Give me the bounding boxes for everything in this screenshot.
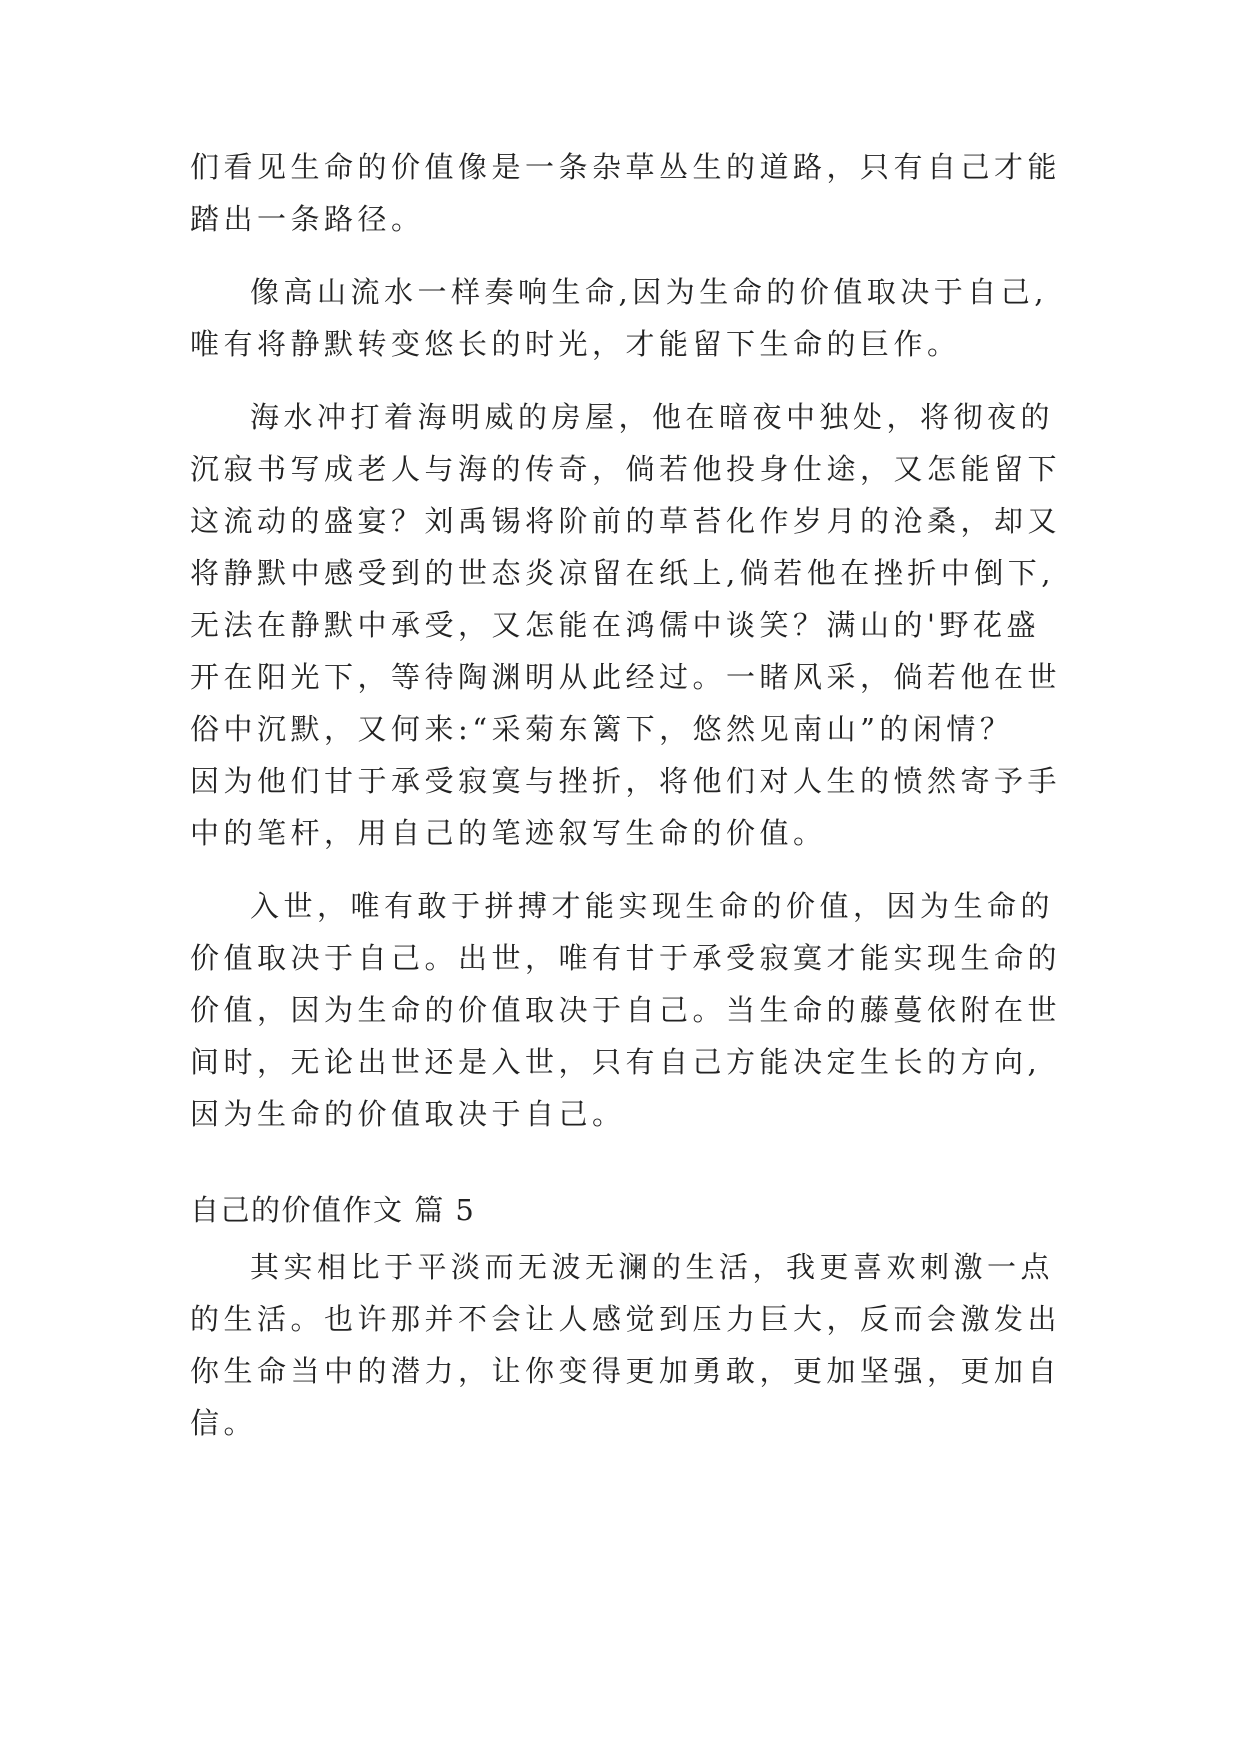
paragraph-line: 其实相比于平淡而无波无澜的生活，我更喜欢刺激一点 (250, 1250, 1055, 1284)
paragraph-line: 海水冲打着海明威的房屋，他在暗夜中独处，将彻夜的 (250, 400, 1055, 434)
paragraph-line: 价值，因为生命的价值取决于自己。当生命的藤蔓依附在世 (190, 993, 1062, 1027)
paragraph-line: 无法在静默中承受，又怎能在鸿儒中谈笑？满山的'野花盛 (190, 608, 1040, 642)
paragraph-line: 这流动的盛宴？刘禹锡将阶前的草苔化作岁月的沧桑，却又 (190, 504, 1062, 538)
paragraph-line: 唯有将静默转变悠长的时光，才能留下生命的巨作。 (190, 327, 961, 361)
paragraph-line: 俗中沉默，又何来:“采菊东篱下，悠然见南山”的闲情？ (190, 712, 1014, 746)
paragraph-line: 间时，无论出世还是入世，只有自己方能决定生长的方向, (190, 1045, 1042, 1079)
paragraph-line: 沉寂书写成老人与海的传奇，倘若他投身仕途，又怎能留下 (190, 452, 1062, 486)
section-title: 自己的价值作文 篇 5 (190, 1193, 476, 1227)
paragraph-line: 将静默中感受到的世态炎凉留在纸上,倘若他在挫折中倒下, (190, 556, 1055, 590)
paragraph-line: 开在阳光下，等待陶渊明从此经过。一睹风采，倘若他在世 (190, 660, 1062, 694)
paragraph-line: 们看见生命的价值像是一条杂草丛生的道路，只有自己才能 (190, 150, 1062, 184)
paragraph-line: 的生活。也许那并不会让人感觉到压力巨大，反而会激发出 (190, 1302, 1062, 1336)
paragraph-line: 像高山流水一样奏响生命,因为生命的价值取决于自己, (250, 275, 1048, 309)
paragraph-line: 因为生命的价值取决于自己。 (190, 1097, 626, 1131)
paragraph-line: 入世，唯有敢于拼搏才能实现生命的价值，因为生命的 (250, 889, 1055, 923)
paragraph-line: 信。 (190, 1406, 258, 1440)
paragraph-line: 因为他们甘于承受寂寞与挫折，将他们对人生的愤然寄予手 (190, 764, 1062, 798)
paragraph-line: 你生命当中的潜力，让你变得更加勇敢，更加坚强，更加自 (190, 1354, 1062, 1388)
paragraph-line: 中的笔杆，用自己的笔迹叙写生命的价值。 (190, 816, 827, 850)
paragraph-line: 踏出一条路径。 (190, 202, 425, 236)
paragraph-line: 价值取决于自己。出世，唯有甘于承受寂寞才能实现生命的 (190, 941, 1062, 975)
